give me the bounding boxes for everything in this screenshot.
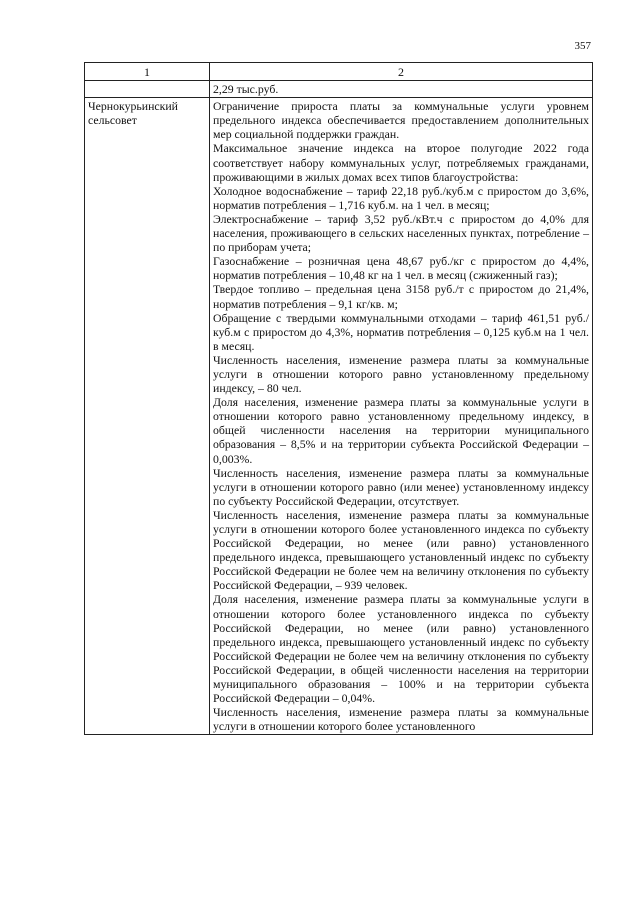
paragraph: Электроснабжение – тариф 3,52 руб./кВт.ч с приростом до 4,0% для населения, проживающего в сельских населенных пунктах, потребление – по приборам учета; [213,211,589,255]
settlement-description [210,98,593,735]
table-row-settlement [85,98,593,735]
paragraph: Твердое топливо – предельная цена 3158 руб./т с приростом до 21,4%, норматив потребления – 9,1 кг/кв. м; [213,282,589,311]
paragraph: Доля населения, изменение размера платы за коммунальные услуги в отношении которого равно установленному предельному индексу, в общей численности населения на территории муниципального образования – 8,5% и на территории субъекта Российской Федерации – 0,003%. [213,395,589,466]
paragraph: Численность населения, изменение размера платы за коммунальные услуги в отношении которого равно установленному предельному индексу, – 80 чел. [213,352,589,396]
paragraph: Численность населения, изменение размера платы за коммунальные услуги в отношении которого равно (или менее) установленному индексу по субъекту Российской Федерации, отсутствует. [213,465,589,508]
paragraph: Доля населения, изменение размера платы за коммунальные услуги в отношении которого более установленного индекса по субъекту Российской Федерации, но менее (или равно) установленного предельного индекса, превышающего установленный индекс по субъекту Российской Федерации не более чем на величину отклонения по субъекту Российской Федерации, в общей численности населения на территории муниципального образования – 100% и на территории субъекта Российской Федерации – 0,04%. [213,592,589,706]
paragraph: Холодное водоснабжение – тариф 22,18 руб./куб.м с приростом до 3,6%, норматив потребления – 1,716 куб.м. на 1 чел. в месяц; [213,183,589,212]
paragraph: Газоснабжение – розничная цена 48,67 руб./кг с приростом до 4,4%, норматив потребления – 10,48 кг на 1 чел. в месяц (сжиженный газ); [213,254,589,283]
table-row-continuation [85,81,593,98]
page-number: 357 [574,40,591,52]
column-header-2: 2 [210,63,593,81]
column-header-1: 1 [85,63,210,81]
paragraph: Ограничение прироста платы за коммунальные услуги уровнем предельного индекса обеспечивается предоставлением дополнительных мер социальной поддержки граждан. [213,99,589,142]
paragraph: Численность населения, изменение размера платы за коммунальные услуги в отношении которого более установленного индекса по субъекту Российской Федерации, но менее (или равно) установленного предельного индекса, превышающего установленный индекс по субъекту Российской Федерации не более чем на величину отклонения по субъекту Российской Федерации, – 939 человек. [213,507,589,593]
table-cell-empty [85,81,210,98]
paragraph: Численность населения, изменение размера платы за коммунальные услуги в отношении которого более установленного [213,705,589,734]
settlement-name: Чернокурьинский сельсовет [85,98,210,735]
paragraph: Максимальное значение индекса на второе полугодие 2022 года соответствует набору коммунальных услуг, потребляемых гражданами, проживающими в жилых домах всех типов благоустройства: [213,141,589,184]
paragraph: Обращение с твердыми коммунальными отходами – тариф 461,51 руб./куб.м с приростом до 4,3%, норматив потребления – 0,125 куб.м на 1 чел. в месяц. [213,310,589,353]
table-header-row [85,63,593,81]
document-table [84,62,593,735]
continued-text: 2,29 тыс.руб. [213,82,279,97]
table-cell-continued-text [210,81,593,98]
